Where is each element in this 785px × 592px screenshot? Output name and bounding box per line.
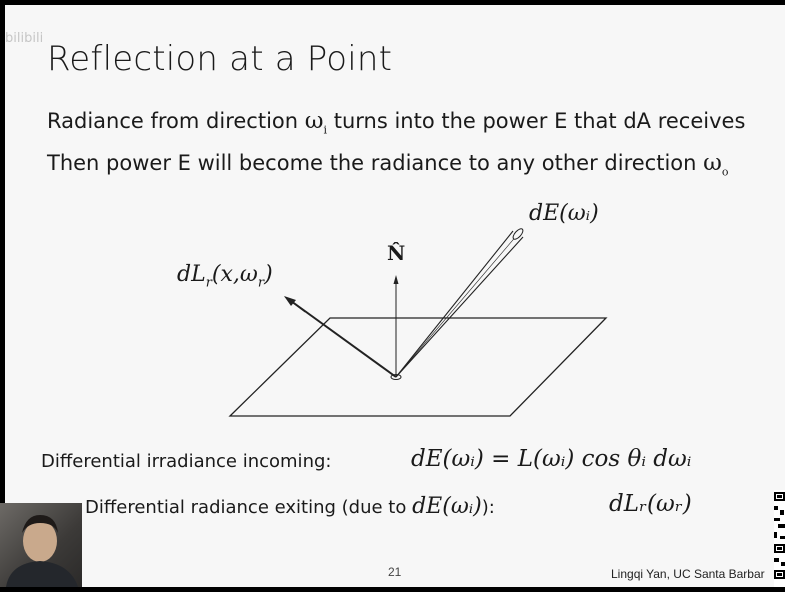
normal-label: N̂ bbox=[387, 241, 406, 265]
page-number: 21 bbox=[388, 565, 402, 579]
incoming-cone-left bbox=[396, 231, 513, 377]
qr-code-strip bbox=[774, 490, 785, 587]
omega-i-symbol: $\omega_i$ bbox=[304, 108, 328, 137]
irradiance-label: Differential irradiance incoming: bbox=[41, 451, 332, 472]
incoming-cone-right bbox=[396, 237, 523, 377]
incoming-cone-cap bbox=[511, 227, 524, 241]
radiance-formula: dLᵣ(ωᵣ) bbox=[609, 491, 692, 517]
bilibili-watermark: bilibili bbox=[5, 31, 44, 46]
author-footer: Lingqi Yan, UC Santa Barbar bbox=[611, 567, 765, 581]
slide-title: Reflection at a Point bbox=[47, 39, 393, 79]
normal-arrowhead bbox=[394, 275, 399, 284]
irradiance-formula: dE(ωᵢ) = L(ωᵢ) cos θᵢ dωᵢ bbox=[411, 446, 692, 472]
outgoing-arrow bbox=[291, 301, 396, 377]
incoming-cone-mid bbox=[396, 234, 518, 377]
line1-after: turns into the power E that dA receives bbox=[327, 109, 746, 133]
omega-o-symbol: $\omega_o$ bbox=[703, 150, 729, 179]
surface-plane bbox=[230, 318, 606, 416]
slide bbox=[5, 5, 785, 587]
line2-before: Then power E will become the radiance to any other direction bbox=[47, 151, 704, 175]
incoming-label: dE(ωᵢ) bbox=[529, 201, 599, 226]
presenter-silhouette bbox=[0, 503, 82, 587]
radiance-label: Differential radiance exiting (due to dE(ωᵢ)): bbox=[85, 494, 495, 519]
outgoing-label: $dL_r(x,\omega_r)$ bbox=[177, 262, 273, 291]
outgoing-arrow-thin bbox=[285, 297, 305, 312]
webcam-overlay bbox=[0, 503, 82, 587]
line1-before: Radiance from direction bbox=[47, 109, 305, 133]
